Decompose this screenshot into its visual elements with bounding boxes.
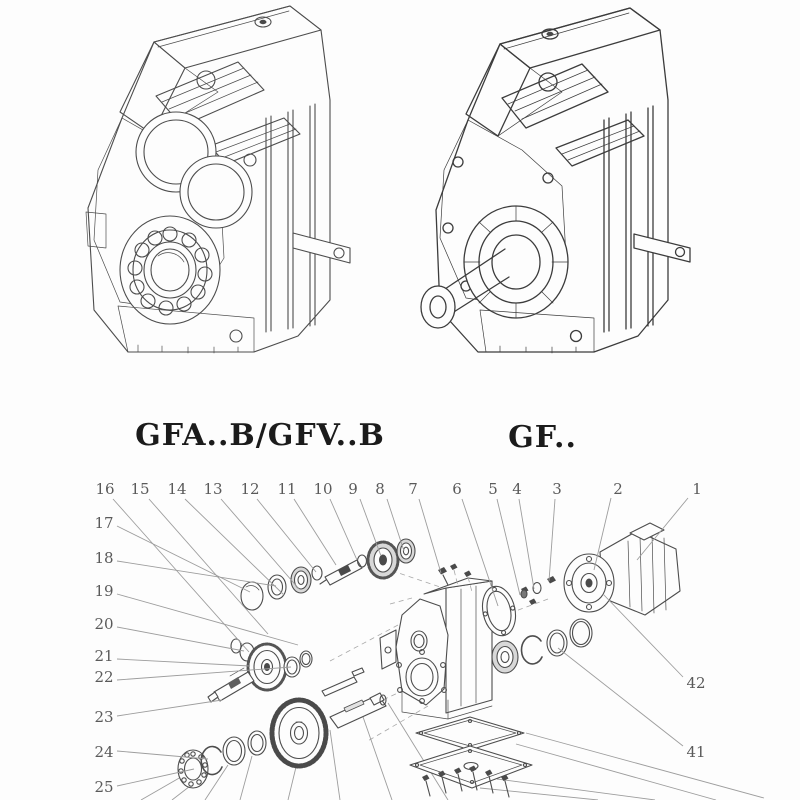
callout-leader-4 [519, 499, 534, 589]
cover-gasket [416, 717, 524, 750]
pinion-shaft [320, 560, 362, 585]
callout-leader-11 [294, 499, 336, 565]
callout-number-16: 16 [95, 480, 115, 498]
callout-number-18: 18 [94, 549, 114, 567]
callout-number-2: 2 [613, 480, 623, 498]
gfab-housing [86, 6, 350, 353]
callout-leader-41 [558, 648, 683, 746]
callout-number-8: 8 [375, 480, 385, 498]
exploded-view [0, 468, 800, 800]
callout-number-17: 17 [94, 514, 114, 532]
callout-number-21: 21 [94, 647, 114, 665]
motor-body [600, 523, 680, 615]
input-shaft-parts [241, 539, 448, 610]
callout-leader-21 [117, 659, 250, 666]
motor-flange [564, 554, 614, 612]
callout-leader-3 [549, 499, 555, 581]
callout-leader-17 [117, 526, 250, 592]
base-plates [410, 717, 532, 797]
input-gear [368, 542, 398, 578]
o-ring [570, 619, 592, 647]
callout-leader-12 [257, 499, 316, 572]
callout-leader-18 [117, 561, 276, 586]
callout-leader-15 [149, 499, 268, 634]
intermediate-gear-cluster [208, 639, 312, 702]
callout-number-3: 3 [552, 480, 562, 498]
threaded-rod [322, 677, 357, 696]
gf-housing [421, 8, 690, 353]
callout-number-4: 4 [512, 480, 522, 498]
snap-ring [522, 636, 542, 664]
callout-number-14: 14 [167, 480, 187, 498]
callout-number-19: 19 [94, 582, 114, 600]
vent-bolt [438, 567, 448, 585]
model-label-gf: GF.. [508, 420, 577, 455]
callout-number-10: 10 [313, 480, 333, 498]
gearbox-drawing-gfab [58, 0, 406, 386]
gear-housing [380, 564, 492, 720]
end-cap [241, 582, 263, 610]
callout-number-11: 11 [277, 480, 297, 498]
callout-number-20: 20 [94, 615, 114, 633]
callout-number-42: 42 [686, 674, 706, 692]
callout-leader-20 [117, 627, 244, 651]
callout-leader-23 [117, 700, 222, 716]
callout-number-13: 13 [203, 480, 223, 498]
stud [352, 668, 364, 676]
callout-number-1: 1 [692, 480, 702, 498]
model-label-gfab: GFA..B/GFV..B [135, 418, 385, 453]
callout-number-9: 9 [348, 480, 358, 498]
callout-leader-16 [113, 499, 249, 652]
callout-number-41: 41 [686, 743, 706, 761]
output-gear-cluster [178, 668, 386, 788]
callout-leader-19 [117, 594, 298, 645]
callout-leader-5 [497, 499, 520, 595]
callout-number-24: 24 [94, 743, 114, 761]
callout-number-5: 5 [488, 480, 498, 498]
callout-number-15: 15 [130, 480, 150, 498]
callout-number-6: 6 [452, 480, 462, 498]
intermediate-gear [248, 644, 286, 690]
output-gear [272, 700, 326, 766]
gearbox-drawing-gf [408, 0, 708, 390]
callout-leader-10 [330, 499, 357, 560]
callout-leader-7 [419, 499, 441, 573]
callout-number-22: 22 [94, 668, 114, 686]
washer [312, 566, 322, 580]
callout-leader-13 [221, 499, 299, 589]
callout-number-25: 25 [94, 778, 114, 796]
output-shaft [330, 693, 386, 728]
callout-number-12: 12 [240, 480, 260, 498]
callout-number-7: 7 [408, 480, 418, 498]
callout-number-23: 23 [94, 708, 114, 726]
